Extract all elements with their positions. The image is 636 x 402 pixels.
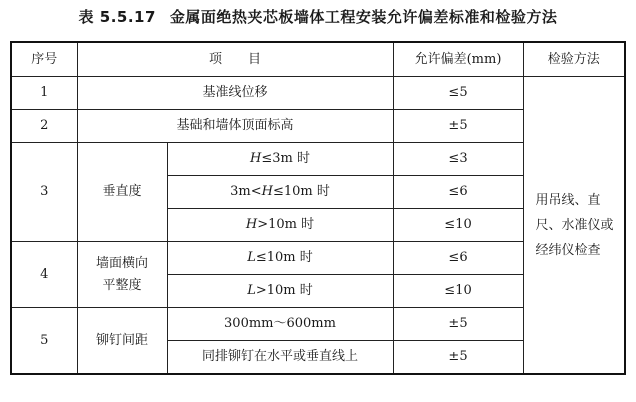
deviation-cell: ≤6 xyxy=(393,242,523,275)
table-row xyxy=(11,77,625,110)
item-cell: 垂直度 xyxy=(77,143,167,242)
condition-text: 3m< xyxy=(230,184,262,199)
item-line: 平整度 xyxy=(102,277,142,293)
seq-cell: 4 xyxy=(11,242,77,308)
condition-cell: 同排铆钉在水平或垂直线上 xyxy=(167,341,393,375)
method-line: 经纬仪检查 xyxy=(535,242,601,258)
table-title: 金属面绝热夹芯板墙体工程安装允许偏差标准和检验方法 xyxy=(169,8,558,26)
table-number: 表 5.5.17 xyxy=(78,8,156,26)
header-item: 项 目 xyxy=(77,42,393,77)
deviation-cell: ≤6 xyxy=(393,176,523,209)
seq-cell: 2 xyxy=(11,110,77,143)
item-cell: 铆钉间距 xyxy=(77,308,167,375)
method-line: 用吊线、直 xyxy=(535,192,601,208)
condition-cell xyxy=(167,275,393,308)
method-cell xyxy=(523,77,625,375)
condition-cell xyxy=(167,209,393,242)
header-seq: 序号 xyxy=(11,42,77,77)
condition-cell xyxy=(167,176,393,209)
item-cell xyxy=(77,242,167,308)
condition-cell: 300mm～600mm xyxy=(167,308,393,341)
tolerance-table xyxy=(10,41,626,375)
deviation-cell: ≤10 xyxy=(393,209,523,242)
condition-text: ≤3m 时 xyxy=(261,151,310,166)
table-caption xyxy=(0,6,636,27)
item-cell: 基础和墙体顶面标高 xyxy=(77,110,393,143)
header-method: 检验方法 xyxy=(523,42,625,77)
item-cell: 基准线位移 xyxy=(77,77,393,110)
condition-text: ≤10m 时 xyxy=(272,184,330,199)
seq-cell: 5 xyxy=(11,308,77,375)
var-l: L xyxy=(247,283,256,298)
item-line: 墙面横向 xyxy=(95,255,148,271)
condition-cell xyxy=(167,242,393,275)
var-h: H xyxy=(261,184,273,199)
condition-text: ≤10m 时 xyxy=(255,250,313,265)
condition-text: >10m 时 xyxy=(257,217,315,232)
condition-cell xyxy=(167,143,393,176)
var-l: L xyxy=(247,250,256,265)
condition-text: >10m 时 xyxy=(255,283,313,298)
var-h: H xyxy=(250,151,262,166)
seq-cell: 1 xyxy=(11,77,77,110)
deviation-cell: ±5 xyxy=(393,341,523,375)
deviation-cell: ≤5 xyxy=(393,77,523,110)
deviation-cell: ±5 xyxy=(393,308,523,341)
deviation-cell: ±5 xyxy=(393,110,523,143)
header-row xyxy=(11,42,625,77)
header-deviation: 允许偏差(mm) xyxy=(393,42,523,77)
method-line: 尺、水准仪或 xyxy=(535,217,614,233)
var-h: H xyxy=(245,217,258,232)
seq-cell: 3 xyxy=(11,143,77,242)
deviation-cell: ≤10 xyxy=(393,275,523,308)
deviation-cell: ≤3 xyxy=(393,143,523,176)
